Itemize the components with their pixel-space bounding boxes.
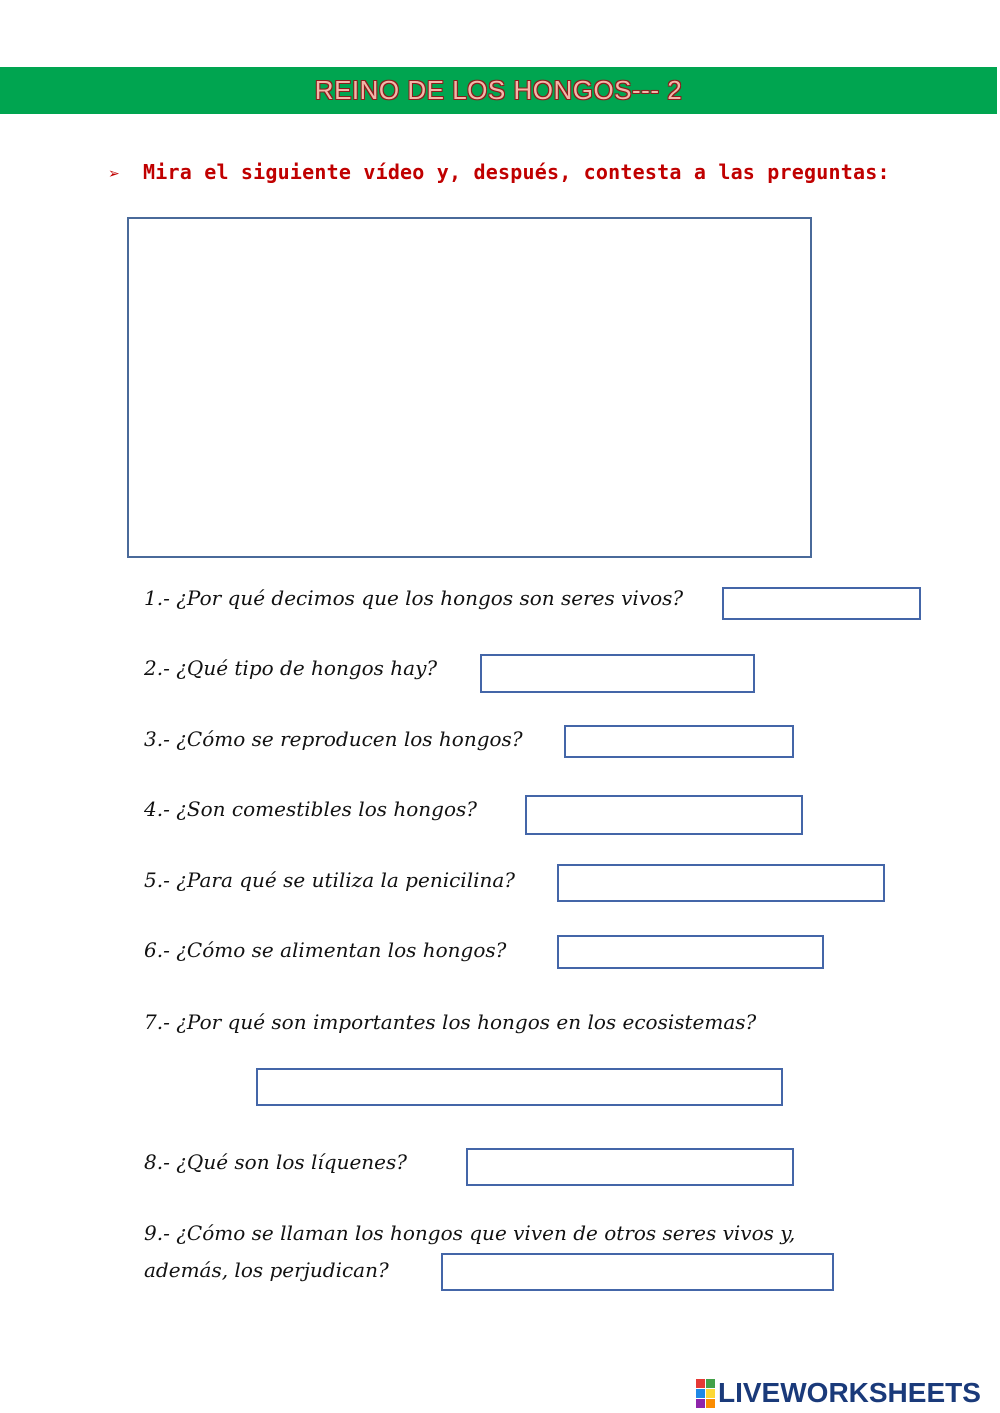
- question-7: 7.- ¿Por qué son importantes los hongos en los ecosistemas?: [144, 1010, 757, 1034]
- question-9: 9.- ¿Cómo se llaman los hongos que viven de otros seres vivos y,: [144, 1221, 796, 1245]
- answer-field-4[interactable]: [525, 795, 803, 835]
- answer-field-7[interactable]: [256, 1068, 783, 1106]
- question-8: 8.- ¿Qué son los líquenes?: [144, 1150, 408, 1174]
- title-banner: [0, 67, 997, 114]
- liveworksheets-logo-icon: [696, 1379, 715, 1408]
- answer-field-8[interactable]: [466, 1148, 794, 1186]
- question-2: 2.- ¿Qué tipo de hongos hay?: [144, 656, 438, 680]
- brand-name: LIVEWORKSHEETS: [718, 1377, 981, 1408]
- question-5: 5.- ¿Para qué se utiliza la penicilina?: [144, 868, 516, 892]
- question-1: 1.- ¿Por qué decimos que los hongos son seres vivos?: [144, 586, 684, 610]
- question-6: 6.- ¿Cómo se alimentan los hongos?: [144, 938, 507, 962]
- answer-field-2[interactable]: [480, 654, 755, 693]
- page-title: REINO DE LOS HONGOS--- 2: [314, 75, 683, 105]
- question-3: 3.- ¿Cómo se reproducen los hongos?: [144, 727, 523, 751]
- liveworksheets-logo[interactable]: [696, 1378, 981, 1408]
- arrow-bullet-icon: ➢: [108, 166, 120, 182]
- answer-field-9[interactable]: [441, 1253, 834, 1291]
- answer-field-5[interactable]: [557, 864, 885, 902]
- answer-field-3[interactable]: [564, 725, 794, 758]
- instruction-text: Mira el siguiente vídeo y, después, contesta a las preguntas:: [143, 160, 890, 184]
- question-4: 4.- ¿Son comestibles los hongos?: [144, 797, 477, 821]
- answer-field-6[interactable]: [557, 935, 824, 969]
- video-frame[interactable]: [127, 217, 812, 558]
- answer-field-1[interactable]: [722, 587, 921, 620]
- question-9-continued: además, los perjudican?: [144, 1258, 389, 1282]
